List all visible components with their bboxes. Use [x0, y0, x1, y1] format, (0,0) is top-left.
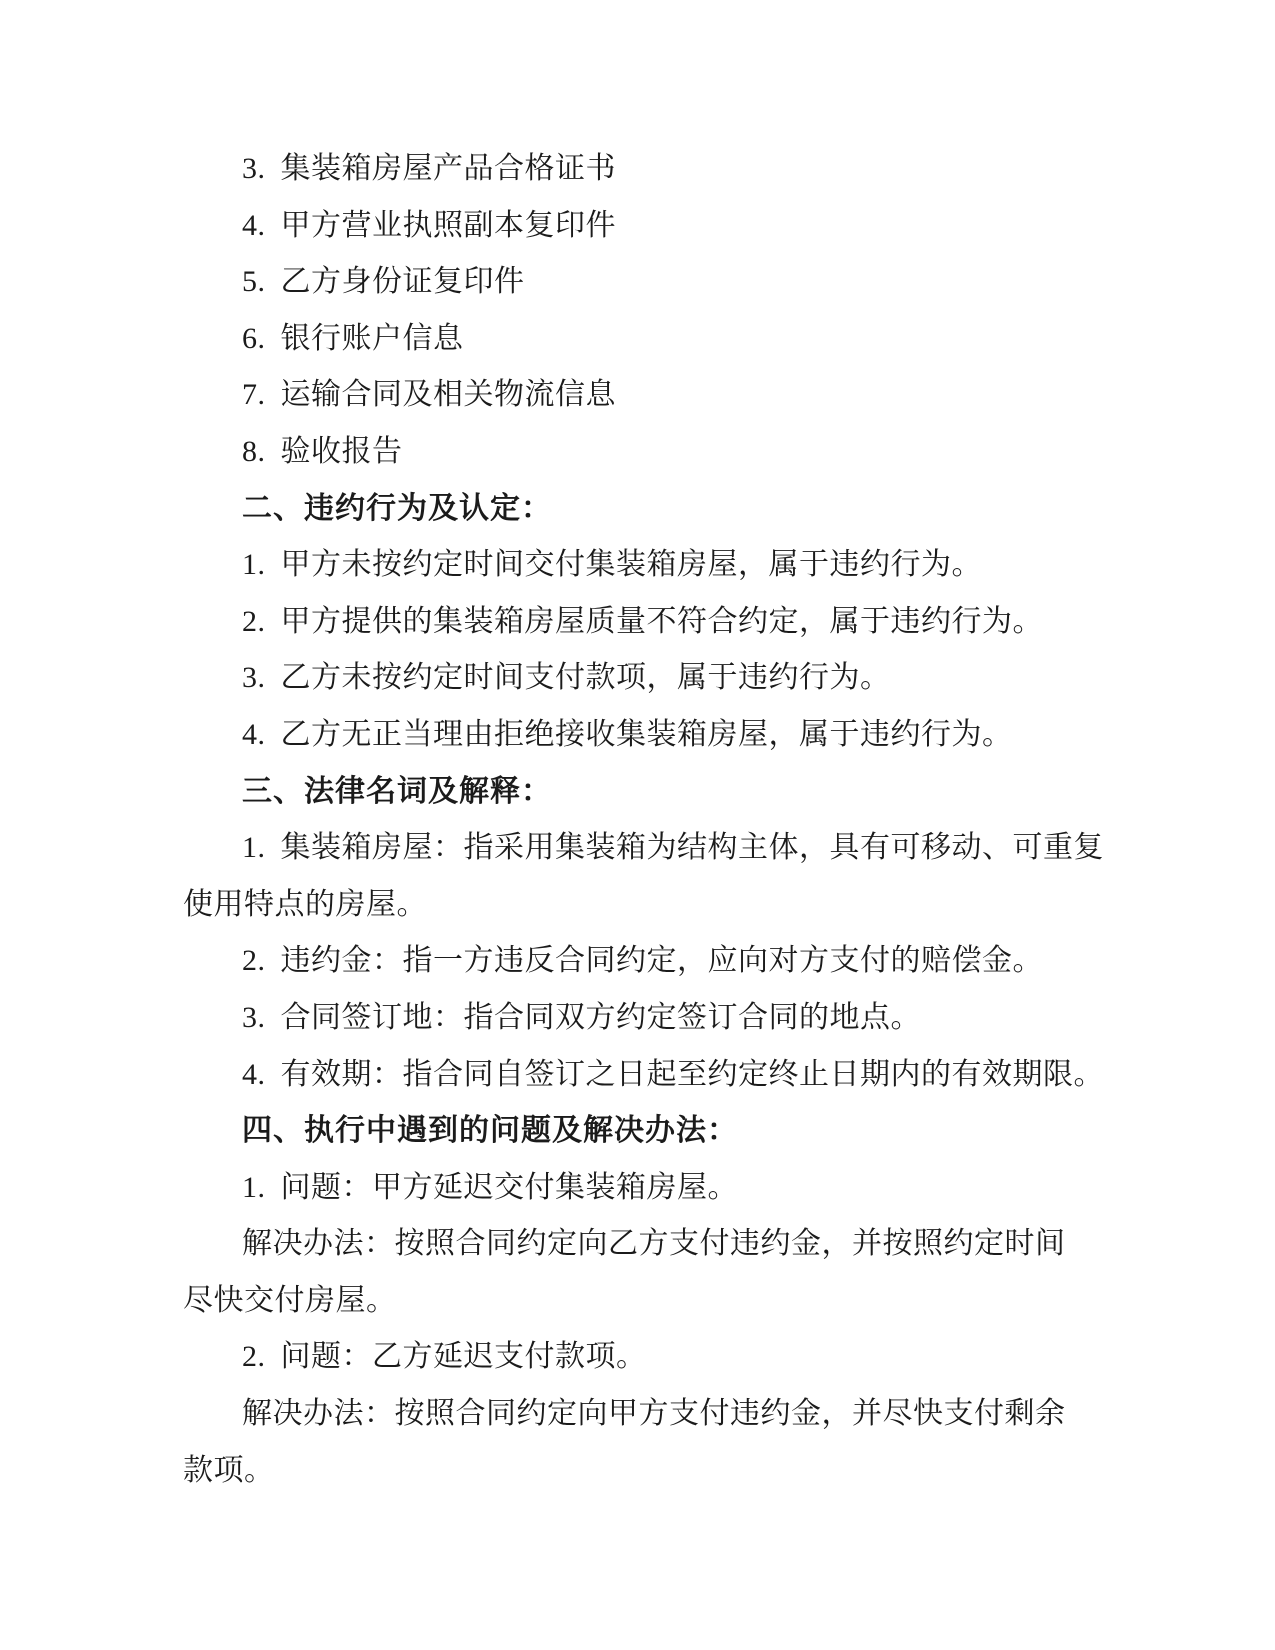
issue-2-solution-line-1: 解决办法：按照合同约定向甲方支付违约金，并尽快支付剩余 [242, 1397, 1066, 1431]
section-heading-breach: 二、违约行为及认定： [242, 491, 552, 525]
attachment-item-3: 3. 集装箱房屋产品合格证书 [242, 152, 616, 185]
issue-1-solution-line-2: 尽快交付房屋。 [183, 1283, 397, 1317]
legal-term-1-line-2: 使用特点的房屋。 [183, 887, 427, 921]
issue-2-solution-line-2: 款项。 [183, 1453, 275, 1487]
attachment-item-5: 5. 乙方身份证复印件 [242, 265, 525, 299]
attachment-item-8: 8. 验收报告 [242, 434, 403, 468]
issue-2-problem: 2. 问题：乙方延迟支付款项。 [242, 1340, 647, 1374]
issue-1-solution-line-1: 解决办法：按照合同约定向乙方支付违约金，并按照约定时间 [242, 1227, 1066, 1261]
attachment-item-7: 7. 运输合同及相关物流信息 [242, 378, 616, 412]
breach-item-2: 2. 甲方提供的集装箱房屋质量不符合约定，属于违约行为。 [242, 604, 1043, 638]
section-heading-issues: 四、执行中遇到的问题及解决办法： [242, 1114, 738, 1148]
breach-item-3: 3. 乙方未按约定时间支付款项，属于违约行为。 [242, 661, 891, 695]
breach-item-1: 1. 甲方未按约定时间交付集装箱房屋，属于违约行为。 [242, 548, 982, 582]
section-heading-legal-terms: 三、法律名词及解释： [242, 774, 552, 808]
legal-term-1-line-1: 1. 集装箱房屋：指采用集装箱为结构主体，具有可移动、可重复 [242, 831, 1104, 865]
issue-1-problem: 1. 问题：甲方延迟交付集装箱房屋。 [242, 1170, 738, 1204]
breach-item-4: 4. 乙方无正当理由拒绝接收集装箱房屋，属于违约行为。 [242, 717, 1013, 751]
attachment-item-6: 6. 银行账户信息 [242, 321, 464, 355]
legal-term-3: 3. 合同签订地：指合同双方约定签订合同的地点。 [242, 1000, 921, 1034]
legal-term-2: 2. 违约金：指一方违反合同约定，应向对方支付的赔偿金。 [242, 944, 1043, 978]
legal-term-4: 4. 有效期：指合同自签订之日起至约定终止日期内的有效期限。 [242, 1057, 1104, 1091]
attachment-item-4: 4. 甲方营业执照副本复印件 [242, 208, 616, 242]
